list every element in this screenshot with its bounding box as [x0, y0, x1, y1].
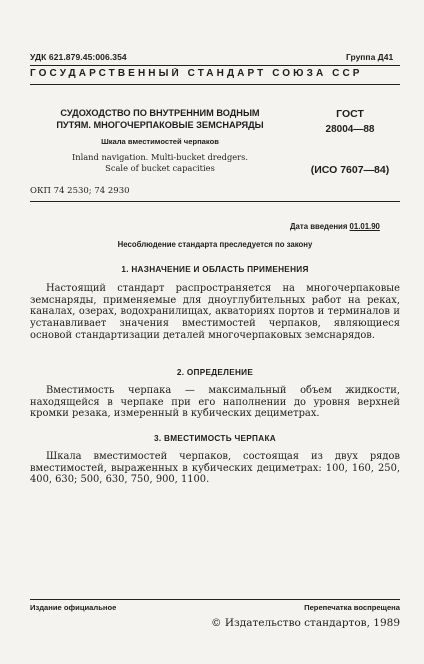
legal-notice: Несоблюдение стандарта преследуется по закону	[117, 240, 313, 249]
gost-label: ГОСТ	[336, 108, 364, 120]
group-code: Группа Д41	[346, 52, 394, 62]
okp-code: ОКП 74 2530; 74 2930	[30, 186, 130, 196]
section-text-2: Вместимость черпака — максимальный объем жидкости, находящейся в черпаке при его наполнении до уровня верхней кромки резака, измеренный в кубических дециметрах.	[30, 385, 400, 420]
header-rule-top	[30, 65, 400, 66]
section-heading-1: 1. НАЗНАЧЕНИЕ И ОБЛАСТЬ ПРИМЕНЕНИЯ	[121, 265, 309, 274]
section-text-1: Настоящий стандарт распространяется на многочерпаковые земснаряды, применяемые для дноуглубительных работ на реках, каналах, озерах, водохранилищах, акваториях портов и терминалов и устанавливает значения вместимостей черпаков, являющиеся основой стандартизации деталей многочерпаковых земснарядов.	[30, 283, 400, 341]
document-title-ru	[50, 108, 270, 131]
document-subtitle-ru: Шкала вместимостей черпаков	[101, 137, 219, 146]
title-en-line2: Scale of bucket capacities	[105, 162, 215, 173]
title-ru-line1: СУДОХОДСТВО ПО ВНУТРЕННИМ ВОДНЫМ	[60, 108, 260, 118]
official-edition-label: Издание официальное	[30, 603, 117, 612]
section-heading-2: 2. ОПРЕДЕЛЕНИЕ	[176, 368, 254, 377]
title-ru-line2: ПУТЯМ. МНОГОЧЕРПАКОВЫЕ ЗЕМСНАРЯДЫ	[56, 119, 264, 130]
footer-rule	[30, 599, 400, 600]
header-rule-bottom	[30, 84, 400, 85]
title-en-line1: Inland navigation. Multi-bucket dredgers.	[71, 152, 249, 162]
gost-number: 28004—88	[325, 124, 375, 135]
standard-title: ГОСУДАРСТВЕННЫЙ СТАНДАРТ СОЮЗА ССР	[30, 68, 363, 79]
copyright-notice: © Издательство стандартов, 1989	[211, 617, 400, 629]
reprint-prohibited-label: Перепечатка воспрещена	[304, 603, 400, 612]
document-title-en	[50, 152, 270, 173]
iso-reference: (ИСО 7607—84)	[310, 164, 390, 176]
effective-date-value: 01.01.90	[349, 222, 380, 231]
udk-code: УДК 621.879.45:006.354	[30, 52, 127, 62]
section-text-3: Шкала вместимостей черпаков, состоящая из двух рядов вместимостей, выраженных в кубических дециметрах: 100, 160, 250, 400, 630; 500, 630, 750, 900, 1100.	[30, 451, 400, 486]
effective-date-label: Дата введения	[290, 222, 348, 231]
title-block-rule	[30, 201, 400, 202]
effective-date	[290, 222, 380, 231]
section-heading-3: 3. ВМЕСТИМОСТЬ ЧЕРПАКА	[154, 434, 276, 443]
